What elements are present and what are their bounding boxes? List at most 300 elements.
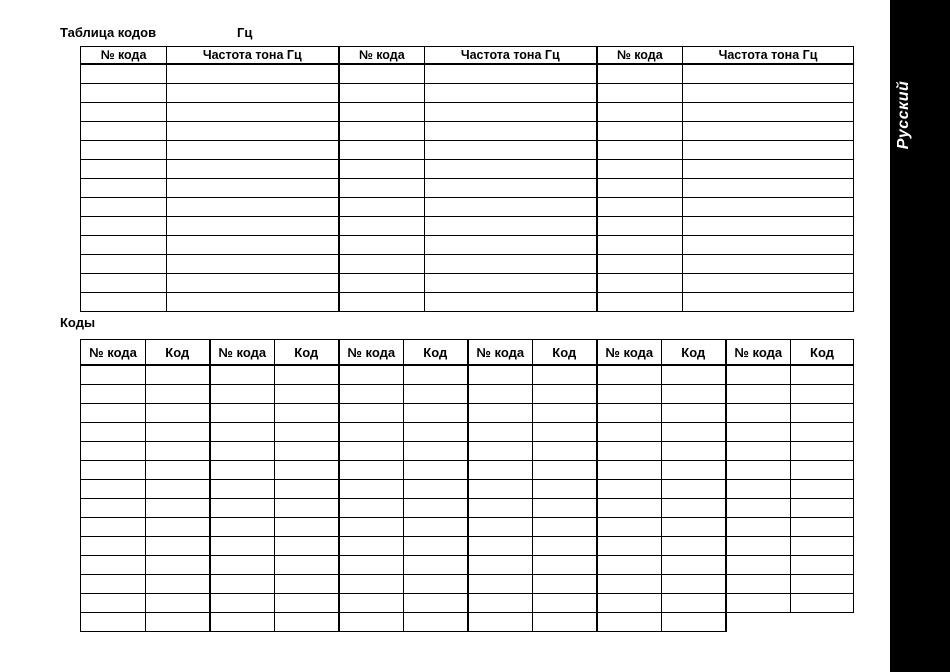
tone-cell-code-no[interactable] — [81, 103, 167, 122]
codes-cell-code-no[interactable] — [726, 518, 791, 537]
tone-cell-frequency[interactable] — [683, 84, 854, 103]
codes-cell-code-no[interactable] — [468, 594, 533, 613]
codes-cell-code-no[interactable] — [726, 537, 791, 556]
codes-table-row — [81, 613, 854, 632]
codes-cell-code-no[interactable] — [339, 537, 404, 556]
tone-cell-code-no[interactable] — [81, 64, 167, 84]
codes-table — [80, 339, 854, 632]
codes-cell-code-no[interactable] — [210, 423, 275, 442]
tone-cell-code-no[interactable] — [597, 255, 683, 274]
codes-cell-code[interactable] — [146, 613, 210, 632]
codes-cell-code-no[interactable] — [726, 404, 791, 423]
tone-cell-frequency[interactable] — [425, 255, 597, 274]
codes-cell-code-no[interactable] — [726, 575, 791, 594]
codes-cell-code[interactable] — [275, 404, 339, 423]
codes-cell-code-no[interactable] — [210, 613, 275, 632]
codes-table-header-row — [81, 340, 854, 366]
tone-cell-code-no[interactable] — [339, 274, 425, 293]
codes-table-row — [81, 365, 854, 385]
tone-cell-frequency[interactable] — [167, 236, 339, 255]
tone-cell-frequency[interactable] — [425, 84, 597, 103]
codes-cell-code[interactable] — [146, 537, 210, 556]
tone-cell-frequency[interactable] — [683, 64, 854, 84]
codes-cell-code[interactable] — [404, 537, 468, 556]
codes-cell-code[interactable] — [662, 518, 726, 537]
codes-cell-code[interactable] — [404, 499, 468, 518]
codes-cell-code-no[interactable] — [339, 385, 404, 404]
tone-cell-code-no[interactable] — [81, 255, 167, 274]
codes-cell-code-no[interactable] — [597, 461, 662, 480]
tone-table-row — [81, 64, 854, 84]
tone-cell-frequency[interactable] — [683, 255, 854, 274]
codes-header-code-no: № кода — [210, 340, 275, 366]
codes-cell-code-no[interactable] — [597, 537, 662, 556]
codes-cell-code-no[interactable] — [597, 385, 662, 404]
codes-cell-code[interactable] — [791, 499, 854, 518]
codes-cell-code[interactable] — [404, 442, 468, 461]
codes-cell-code-no[interactable] — [726, 365, 791, 385]
codes-cell-code-no[interactable] — [468, 385, 533, 404]
codes-cell-code-no[interactable] — [468, 423, 533, 442]
codes-cell-code[interactable] — [275, 423, 339, 442]
tone-cell-code-no[interactable] — [597, 84, 683, 103]
codes-cell-code-no[interactable] — [81, 423, 146, 442]
codes-cell-code-no[interactable] — [81, 499, 146, 518]
codes-cell-code-no[interactable] — [210, 442, 275, 461]
tone-table-row — [81, 217, 854, 236]
codes-cell-code-no[interactable] — [597, 613, 662, 632]
codes-cell-code-no[interactable] — [468, 442, 533, 461]
codes-cell-code[interactable] — [146, 442, 210, 461]
codes-cell-code-no[interactable] — [339, 594, 404, 613]
codes-header-code-no: № кода — [339, 340, 404, 366]
codes-cell-code-no[interactable] — [81, 537, 146, 556]
codes-cell-code-no[interactable] — [81, 404, 146, 423]
codes-cell-code[interactable] — [791, 442, 854, 461]
tone-cell-frequency[interactable] — [167, 293, 339, 312]
codes-table-row — [81, 442, 854, 461]
codes-cell-code[interactable] — [146, 404, 210, 423]
tone-cell-frequency[interactable] — [167, 255, 339, 274]
codes-cell-code-no[interactable] — [81, 594, 146, 613]
tone-table-title: Таблица кодов — [60, 25, 157, 40]
codes-cell-code-no[interactable] — [726, 423, 791, 442]
codes-cell-code-no[interactable] — [468, 556, 533, 575]
tone-table-row — [81, 179, 854, 198]
codes-cell-code-no[interactable] — [597, 442, 662, 461]
codes-cell-code-no[interactable] — [726, 385, 791, 404]
codes-cell-code-no[interactable] — [468, 499, 533, 518]
codes-cell-code-no[interactable] — [468, 575, 533, 594]
tone-table-row — [81, 84, 854, 103]
codes-cell-code[interactable] — [791, 594, 854, 613]
tone-cell-code-no[interactable] — [339, 84, 425, 103]
codes-cell-code-no[interactable] — [468, 461, 533, 480]
tone-cell-code-no[interactable] — [597, 103, 683, 122]
codes-cell-code-no[interactable] — [339, 518, 404, 537]
tone-cell-code-no[interactable] — [81, 122, 167, 141]
tone-cell-code-no[interactable] — [339, 141, 425, 160]
codes-cell-code[interactable] — [146, 499, 210, 518]
tone-cell-code-no[interactable] — [81, 84, 167, 103]
codes-cell-code[interactable] — [533, 461, 597, 480]
codes-cell-code[interactable] — [533, 385, 597, 404]
codes-cell-code[interactable] — [533, 575, 597, 594]
tone-cell-frequency[interactable] — [683, 103, 854, 122]
codes-header-code-no: № кода — [468, 340, 533, 366]
tone-cell-frequency[interactable] — [425, 236, 597, 255]
codes-cell-code[interactable] — [146, 385, 210, 404]
codes-cell-code[interactable] — [404, 423, 468, 442]
tone-cell-frequency[interactable] — [683, 198, 854, 217]
tone-cell-code-no[interactable] — [339, 179, 425, 198]
tone-table-header-row — [81, 47, 854, 65]
codes-cell-code-no[interactable] — [81, 461, 146, 480]
tone-cell-code-no[interactable] — [81, 160, 167, 179]
codes-cell-code[interactable] — [533, 442, 597, 461]
codes-cell-code-no[interactable] — [597, 575, 662, 594]
codes-cell-code-no[interactable] — [468, 537, 533, 556]
tone-cell-code-no[interactable] — [597, 274, 683, 293]
codes-table-row — [81, 404, 854, 423]
codes-cell-code-no[interactable] — [468, 365, 533, 385]
tone-cell-frequency[interactable] — [425, 160, 597, 179]
tone-cell-frequency[interactable] — [167, 84, 339, 103]
tone-cell-code-no[interactable] — [339, 236, 425, 255]
tone-header-code-no: № кода — [339, 47, 425, 65]
codes-table-row — [81, 556, 854, 575]
codes-cell-code-no[interactable] — [339, 365, 404, 385]
codes-cell-code[interactable] — [791, 518, 854, 537]
codes-cell-code-no[interactable] — [597, 480, 662, 499]
codes-cell-code[interactable] — [791, 461, 854, 480]
codes-cell-code[interactable] — [275, 365, 339, 385]
codes-cell-code-no[interactable] — [468, 404, 533, 423]
codes-header-code: Код — [533, 340, 597, 366]
codes-cell-code-no[interactable] — [597, 518, 662, 537]
tone-cell-code-no[interactable] — [339, 293, 425, 312]
codes-cell-code-no[interactable] — [468, 518, 533, 537]
codes-cell-code[interactable] — [533, 537, 597, 556]
tone-cell-code-no[interactable] — [81, 179, 167, 198]
tone-cell-frequency[interactable] — [167, 160, 339, 179]
tone-cell-frequency[interactable] — [425, 198, 597, 217]
codes-cell-code[interactable] — [275, 537, 339, 556]
codes-cell-code[interactable] — [662, 556, 726, 575]
tone-cell-code-no[interactable] — [339, 198, 425, 217]
tone-table-row — [81, 198, 854, 217]
tone-cell-frequency[interactable] — [167, 217, 339, 236]
codes-cell-code-no[interactable] — [339, 404, 404, 423]
codes-table-row — [81, 480, 854, 499]
tone-cell-frequency[interactable] — [425, 122, 597, 141]
tone-cell-frequency[interactable] — [683, 217, 854, 236]
codes-cell-code-no[interactable] — [339, 613, 404, 632]
codes-cell-code[interactable] — [404, 575, 468, 594]
tone-cell-code-no[interactable] — [597, 141, 683, 160]
tone-cell-frequency[interactable] — [167, 122, 339, 141]
tone-cell-code-no[interactable] — [339, 255, 425, 274]
codes-cell-code-no[interactable] — [597, 499, 662, 518]
codes-empty-space — [791, 613, 854, 632]
codes-cell-code[interactable] — [662, 594, 726, 613]
codes-table-row — [81, 423, 854, 442]
codes-cell-code[interactable] — [533, 518, 597, 537]
tone-cell-frequency[interactable] — [167, 198, 339, 217]
tone-cell-code-no[interactable] — [339, 122, 425, 141]
codes-cell-code[interactable] — [662, 461, 726, 480]
tone-cell-frequency[interactable] — [425, 103, 597, 122]
codes-cell-code[interactable] — [662, 423, 726, 442]
codes-cell-code-no[interactable] — [81, 365, 146, 385]
tone-cell-frequency[interactable] — [167, 103, 339, 122]
tone-cell-frequency[interactable] — [167, 179, 339, 198]
codes-table-row — [81, 499, 854, 518]
codes-cell-code[interactable] — [146, 556, 210, 575]
tone-cell-frequency[interactable] — [167, 64, 339, 84]
tone-cell-code-no[interactable] — [81, 236, 167, 255]
tone-cell-code-no[interactable] — [81, 217, 167, 236]
codes-cell-code[interactable] — [275, 385, 339, 404]
codes-cell-code-no[interactable] — [210, 575, 275, 594]
codes-header-code-no: № кода — [726, 340, 791, 366]
tone-cell-code-no[interactable] — [339, 160, 425, 179]
codes-cell-code[interactable] — [404, 518, 468, 537]
codes-cell-code[interactable] — [662, 480, 726, 499]
codes-cell-code[interactable] — [662, 499, 726, 518]
tone-table-row — [81, 122, 854, 141]
codes-cell-code-no[interactable] — [210, 480, 275, 499]
tone-table-row — [81, 255, 854, 274]
tone-cell-code-no[interactable] — [81, 274, 167, 293]
codes-cell-code[interactable] — [146, 594, 210, 613]
tone-cell-frequency[interactable] — [425, 179, 597, 198]
tone-table-row — [81, 160, 854, 179]
codes-cell-code[interactable] — [404, 480, 468, 499]
codes-cell-code[interactable] — [404, 404, 468, 423]
tone-cell-code-no[interactable] — [597, 198, 683, 217]
codes-cell-code-no[interactable] — [339, 575, 404, 594]
codes-cell-code[interactable] — [791, 385, 854, 404]
codes-cell-code[interactable] — [275, 518, 339, 537]
codes-cell-code[interactable] — [662, 537, 726, 556]
codes-table-row — [81, 537, 854, 556]
codes-cell-code[interactable] — [533, 556, 597, 575]
codes-table-row — [81, 385, 854, 404]
codes-cell-code[interactable] — [146, 575, 210, 594]
codes-cell-code[interactable] — [275, 613, 339, 632]
codes-header-code-no: № кода — [81, 340, 146, 366]
codes-cell-code-no[interactable] — [210, 518, 275, 537]
codes-cell-code-no[interactable] — [210, 461, 275, 480]
codes-cell-code[interactable] — [146, 461, 210, 480]
codes-table-row — [81, 461, 854, 480]
tone-table-row — [81, 236, 854, 255]
codes-cell-code-no[interactable] — [81, 442, 146, 461]
codes-cell-code-no[interactable] — [597, 365, 662, 385]
codes-cell-code-no[interactable] — [726, 480, 791, 499]
tone-cell-code-no[interactable] — [81, 141, 167, 160]
codes-header-code: Код — [404, 340, 468, 366]
codes-cell-code-no[interactable] — [210, 556, 275, 575]
tone-cell-frequency[interactable] — [167, 141, 339, 160]
codes-cell-code[interactable] — [533, 480, 597, 499]
tone-cell-frequency[interactable] — [425, 274, 597, 293]
tone-table-row — [81, 103, 854, 122]
codes-cell-code[interactable] — [533, 594, 597, 613]
codes-header-code-no: № кода — [597, 340, 662, 366]
codes-cell-code[interactable] — [662, 575, 726, 594]
codes-cell-code[interactable] — [662, 404, 726, 423]
codes-cell-code[interactable] — [146, 423, 210, 442]
codes-cell-code[interactable] — [275, 594, 339, 613]
tone-code-table — [80, 46, 854, 312]
codes-cell-code-no[interactable] — [726, 556, 791, 575]
codes-cell-code[interactable] — [146, 480, 210, 499]
codes-cell-code-no[interactable] — [468, 480, 533, 499]
tone-cell-code-no[interactable] — [339, 217, 425, 236]
codes-cell-code[interactable] — [791, 556, 854, 575]
codes-cell-code[interactable] — [533, 365, 597, 385]
tone-header-code-no: № кода — [597, 47, 683, 65]
codes-cell-code[interactable] — [146, 518, 210, 537]
codes-cell-code-no[interactable] — [210, 385, 275, 404]
codes-cell-code[interactable] — [404, 461, 468, 480]
codes-cell-code-no[interactable] — [81, 385, 146, 404]
tone-header-frequency: Частота тона Гц — [683, 47, 854, 65]
tone-header-frequency: Частота тона Гц — [425, 47, 597, 65]
codes-cell-code[interactable] — [275, 461, 339, 480]
codes-cell-code-no[interactable] — [468, 613, 533, 632]
codes-cell-code-no[interactable] — [210, 365, 275, 385]
codes-cell-code[interactable] — [404, 556, 468, 575]
tone-cell-frequency[interactable] — [683, 160, 854, 179]
codes-cell-code-no[interactable] — [339, 480, 404, 499]
tone-cell-code-no[interactable] — [597, 122, 683, 141]
tone-cell-code-no[interactable] — [597, 179, 683, 198]
codes-cell-code-no[interactable] — [726, 442, 791, 461]
tone-cell-code-no[interactable] — [597, 160, 683, 179]
codes-cell-code-no[interactable] — [597, 423, 662, 442]
tone-cell-frequency[interactable] — [683, 141, 854, 160]
codes-empty-space — [726, 613, 791, 632]
codes-table-body — [81, 365, 854, 632]
codes-header-code: Код — [275, 340, 339, 366]
tone-cell-frequency[interactable] — [167, 274, 339, 293]
codes-table-title: Коды — [60, 315, 96, 330]
tone-table-unit: Гц — [237, 25, 253, 40]
codes-cell-code[interactable] — [662, 613, 726, 632]
codes-cell-code-no[interactable] — [339, 461, 404, 480]
codes-cell-code[interactable] — [791, 423, 854, 442]
codes-cell-code-no[interactable] — [597, 594, 662, 613]
codes-cell-code-no[interactable] — [339, 556, 404, 575]
tone-cell-frequency[interactable] — [425, 293, 597, 312]
tone-cell-frequency[interactable] — [683, 236, 854, 255]
codes-cell-code-no[interactable] — [726, 594, 791, 613]
tone-table-row — [81, 141, 854, 160]
codes-cell-code-no[interactable] — [210, 594, 275, 613]
codes-cell-code-no[interactable] — [81, 518, 146, 537]
codes-cell-code[interactable] — [791, 404, 854, 423]
codes-cell-code[interactable] — [404, 385, 468, 404]
codes-cell-code[interactable] — [662, 365, 726, 385]
tone-header-code-no: № кода — [81, 47, 167, 65]
tone-cell-code-no[interactable] — [597, 293, 683, 312]
codes-cell-code[interactable] — [275, 556, 339, 575]
codes-cell-code-no[interactable] — [81, 480, 146, 499]
codes-cell-code[interactable] — [662, 442, 726, 461]
tone-cell-code-no[interactable] — [81, 293, 167, 312]
codes-header-code: Код — [662, 340, 726, 366]
codes-cell-code[interactable] — [404, 613, 468, 632]
codes-cell-code[interactable] — [791, 365, 854, 385]
codes-cell-code[interactable] — [404, 594, 468, 613]
codes-cell-code-no[interactable] — [210, 404, 275, 423]
codes-cell-code[interactable] — [791, 575, 854, 594]
tone-cell-code-no[interactable] — [81, 198, 167, 217]
tone-cell-frequency[interactable] — [683, 122, 854, 141]
language-label: Русский — [895, 80, 912, 150]
codes-header-code: Код — [791, 340, 854, 366]
codes-cell-code[interactable] — [533, 404, 597, 423]
tone-cell-frequency[interactable] — [425, 64, 597, 84]
codes-cell-code-no[interactable] — [339, 423, 404, 442]
codes-cell-code[interactable] — [791, 480, 854, 499]
codes-cell-code[interactable] — [275, 575, 339, 594]
codes-cell-code[interactable] — [533, 423, 597, 442]
tone-cell-code-no[interactable] — [597, 236, 683, 255]
codes-cell-code-no[interactable] — [597, 556, 662, 575]
codes-cell-code[interactable] — [662, 385, 726, 404]
codes-table-row — [81, 518, 854, 537]
codes-cell-code-no[interactable] — [726, 499, 791, 518]
tone-table-row — [81, 293, 854, 312]
tone-header-frequency: Частота тона Гц — [167, 47, 339, 65]
codes-cell-code-no[interactable] — [81, 575, 146, 594]
tone-cell-frequency[interactable] — [683, 293, 854, 312]
tone-table-body — [81, 64, 854, 312]
codes-table-row — [81, 594, 854, 613]
tone-cell-code-no[interactable] — [339, 103, 425, 122]
tone-cell-code-no[interactable] — [597, 64, 683, 84]
codes-cell-code-no[interactable] — [726, 461, 791, 480]
tone-cell-frequency[interactable] — [425, 141, 597, 160]
codes-cell-code[interactable] — [275, 442, 339, 461]
codes-cell-code[interactable] — [275, 499, 339, 518]
codes-cell-code[interactable] — [533, 613, 597, 632]
tone-cell-code-no[interactable] — [339, 64, 425, 84]
codes-cell-code-no[interactable] — [81, 613, 146, 632]
codes-cell-code-no[interactable] — [81, 556, 146, 575]
tone-cell-frequency[interactable] — [683, 274, 854, 293]
tone-cell-frequency[interactable] — [683, 179, 854, 198]
codes-cell-code[interactable] — [533, 499, 597, 518]
codes-cell-code-no[interactable] — [339, 442, 404, 461]
codes-cell-code-no[interactable] — [339, 499, 404, 518]
tone-table-row — [81, 274, 854, 293]
tone-cell-frequency[interactable] — [425, 217, 597, 236]
codes-cell-code[interactable] — [404, 365, 468, 385]
codes-cell-code[interactable] — [275, 480, 339, 499]
codes-cell-code-no[interactable] — [210, 499, 275, 518]
codes-cell-code-no[interactable] — [597, 404, 662, 423]
codes-cell-code-no[interactable] — [210, 537, 275, 556]
codes-header-code: Код — [146, 340, 210, 366]
codes-cell-code[interactable] — [791, 537, 854, 556]
codes-cell-code[interactable] — [146, 365, 210, 385]
tone-cell-code-no[interactable] — [597, 217, 683, 236]
